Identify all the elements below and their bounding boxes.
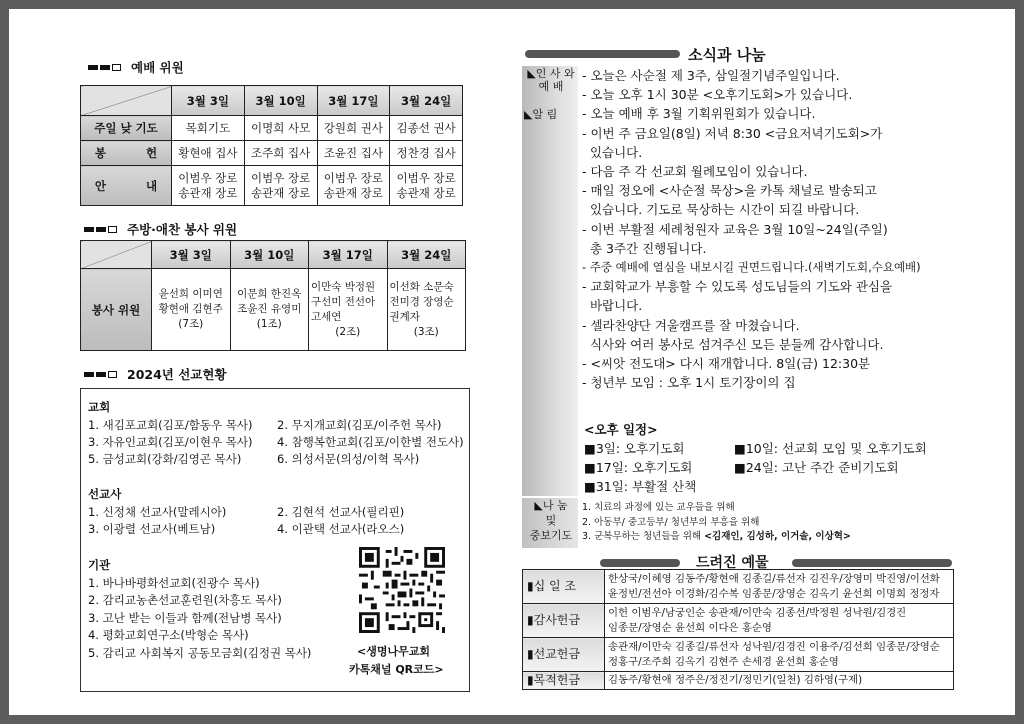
- table-cell: 이범우 장로 송관재 장로: [244, 166, 317, 206]
- table-cell: 조주희 집사: [244, 141, 317, 166]
- table-cell: 김종선 권사: [390, 116, 463, 141]
- news-line: - 오늘은 사순절 제 3주, 삼일절기념주일입니다.: [582, 68, 840, 83]
- worship-table: [80, 85, 463, 206]
- news-line: - <씨앗 전도대> 다시 재개합니다. 8일(금) 12:30분: [582, 356, 871, 372]
- churches-heading: 교회: [88, 400, 111, 414]
- table-cell: 윤선희 이미연 황현애 김현주 (7조): [152, 269, 231, 351]
- title-bar-decoration: [792, 559, 952, 567]
- news-sidebar: [522, 66, 578, 496]
- table-cell: 이명희 사모: [244, 116, 317, 141]
- list-item: 5. 금성교회(강화/김영곤 목사): [88, 452, 242, 466]
- row-label: 주일 낮 기도: [81, 116, 172, 141]
- table-cell: 목회기도: [172, 116, 245, 141]
- list-item: 2. 무지개교회(김포/이주헌 목사): [277, 418, 442, 432]
- table-corner: [81, 86, 172, 116]
- offerings-title: 드려진 예물: [696, 555, 769, 571]
- list-item: 2. 김현석 선교사(필리핀): [277, 505, 405, 519]
- offering-label: ▮십 일 조: [523, 570, 605, 604]
- list-item: 6. 의성서문(의성/이혁 목사): [277, 452, 420, 466]
- title-bar-decoration: [600, 559, 680, 567]
- offering-names: 이헌 이범우/남궁인순 송관재/이만숙 김종선/박정원 성낙원/김경진 임종문/장영순 윤선희 이다은 홍순영: [605, 604, 954, 638]
- worship-date: 3월 24일: [390, 86, 463, 116]
- list-item: 4. 이관택 선교사(라오스): [277, 522, 405, 536]
- list-item: 3. 자유인교회(김포/이현우 목사): [88, 435, 253, 449]
- missionaries-heading: 선교사: [88, 487, 122, 501]
- qr-caption: <생명나무교회: [357, 645, 430, 658]
- news-line: - 셀라찬양단 겨울캠프를 잘 마쳤습니다.: [582, 317, 800, 333]
- list-item: 1. 바나바평화선교회(진광수 목사): [88, 576, 260, 590]
- kitchen-date: 3월 3일: [152, 241, 231, 269]
- table-cell: 이범우 장로 송관재 장로: [390, 166, 463, 206]
- offering-names: 한상국/이혜영 김동주/황현애 김종길/류선자 김진우/장영미 박진영/이선화 윤정빈/전선아 이경화/김수복 임종문/장영순 김옥기 윤선희 이명희 정정자: [605, 570, 954, 604]
- list-item: 3. 고난 받는 이들과 함께(전남병 목사): [88, 611, 282, 625]
- schedule-item: ■3일: 오후기도회: [584, 441, 685, 456]
- news-line: 있습니다. 기도로 묵상하는 시간이 되길 바랍니다.: [582, 202, 860, 218]
- orgs-heading: 기관: [88, 558, 111, 572]
- list-item: 1. 새김포교회(김포/함동우 목사): [88, 418, 253, 432]
- offerings-table: [522, 569, 954, 690]
- news-line: - 매일 정오에 <사순절 묵상>을 카톡 채널로 발송되고: [582, 183, 877, 199]
- row-label: 봉사 위원: [81, 269, 152, 351]
- worship-section-title: 예배 위원: [88, 58, 184, 76]
- kitchen-date: 3월 17일: [309, 241, 388, 269]
- list-item: 3. 군복무하는 청년들을 위해 <김재인, 김성하, 이거솔, 이상혁>: [582, 531, 851, 542]
- news-line: 바랍니다.: [582, 298, 643, 314]
- schedule-title: <오후 일정>: [584, 422, 658, 437]
- offering-label: ▮목적헌금: [523, 672, 605, 690]
- news-line: - 이번 주 금요일(8일) 저녁 8:30 <금요저녁기도회>가: [582, 125, 883, 141]
- schedule-item: ■31일: 부활절 산책: [584, 479, 697, 494]
- table-cell: 강원희 권사: [317, 116, 390, 141]
- mission-box: [80, 388, 470, 692]
- news-line: - 오늘 오후 1시 30분 <오후기도회>가 있습니다.: [582, 87, 853, 103]
- table-cell: 정찬경 집사: [390, 141, 463, 166]
- mission-section-title: 2024년 선교현황: [84, 365, 227, 383]
- row-label: 안 내: [81, 166, 172, 206]
- notice-label: ◣알 림: [524, 108, 558, 121]
- list-item: 5. 감리교 사회복지 공동모금회(김정권 목사): [88, 646, 312, 660]
- offering-names: 송관재/이만숙 김종길/류선자 성낙원/김경진 이용주/김선희 임종문/장영순 정홍구/조주희 김옥기 김현주 손세경 윤선희 홍순영: [605, 638, 954, 672]
- news-line: - 이번 부활절 세례청원자 교육은 3월 10일~24일(주일): [582, 221, 888, 237]
- triangle-icon: ◣: [534, 499, 543, 512]
- list-item: 4. 평화교회연구소(박형순 목사): [88, 628, 249, 642]
- greeting-label: ◣인 사 와 예 배: [527, 67, 575, 93]
- offering-label: ▮선교헌금: [523, 638, 605, 672]
- news-line: - 다음 주 각 선교회 월례모임이 있습니다.: [582, 164, 808, 180]
- offering-label: ▮감사헌금: [523, 604, 605, 638]
- row-label: 봉 헌: [81, 141, 172, 166]
- news-line: - 주중 예배에 열심을 내보시길 권면드립니다.(새벽기도회,수요예배): [582, 260, 921, 275]
- table-cell: 이범우 장로 송관재 장로: [317, 166, 390, 206]
- bullet-bars-icon: [84, 371, 117, 378]
- qr-code-icon: [359, 547, 445, 633]
- news-line: 있습니다.: [582, 144, 643, 160]
- news-line: 식사와 여러 봉사로 섬겨주신 모든 분들께 감사합니다.: [582, 336, 884, 352]
- list-item: 2. 아동부/ 중고등부/ 청년부의 부흥을 위해: [582, 516, 760, 528]
- triangle-icon: ◣: [524, 108, 533, 121]
- table-corner: [81, 241, 152, 269]
- table-cell: 조윤진 집사: [317, 141, 390, 166]
- worship-date: 3월 3일: [172, 86, 245, 116]
- schedule-item: ■10일: 선교회 모임 및 오후기도회: [734, 441, 927, 456]
- news-lines: [582, 66, 921, 392]
- table-cell: 이선화 소문숙 전미경 장영순 권계자 (3조): [387, 269, 466, 351]
- triangle-icon: ◣: [527, 67, 536, 80]
- bullet-bars-icon: [88, 64, 121, 71]
- worship-date: 3월 10일: [244, 86, 317, 116]
- table-cell: 황현애 집사: [172, 141, 245, 166]
- schedule-item: ■24일: 고난 주간 준비기도회: [734, 460, 899, 475]
- share-label: ◣나 눔 및 중보기도: [529, 499, 573, 542]
- news-line: - 오늘 예배 후 3월 기획위원회가 있습니다.: [582, 106, 816, 122]
- table-cell: 이문희 한진옥 조윤진 유영미 (1조): [230, 269, 309, 351]
- news-title: 소식과 나눔: [688, 46, 766, 64]
- list-item: 2. 감리교농촌선교훈련원(차흥도 목사): [88, 593, 282, 607]
- qr-caption: 카톡채널 QR코드>: [349, 663, 444, 676]
- prayer-list: [582, 501, 851, 545]
- table-cell: 이만숙 박정원 구선미 전선아 고세연 (2조): [309, 269, 388, 351]
- news-line: - 청년부 모임 : 오후 1시 토기장이의 집: [582, 375, 796, 391]
- bullet-bars-icon: [84, 226, 117, 233]
- worship-date: 3월 17일: [317, 86, 390, 116]
- news-line: - 교회학교가 부흥할 수 있도록 성도님들의 기도와 관심을: [582, 279, 893, 295]
- news-line: 총 3주간 진행됩니다.: [582, 240, 707, 256]
- schedule-item: ■17일: 오후기도회: [584, 460, 693, 475]
- table-cell: 이범우 장로 송관재 장로: [172, 166, 245, 206]
- kitchen-section-title: 주방·애찬 봉사 위원: [84, 220, 237, 238]
- kitchen-date: 3월 24일: [387, 241, 466, 269]
- list-item: 3. 이광렬 선교사(베트남): [88, 522, 216, 536]
- list-item: 1. 치료의 과정에 있는 교우들을 위해: [582, 502, 735, 513]
- list-item: 4. 참행복한교회(김포/이한별 전도사): [277, 435, 464, 449]
- list-item: 1. 신정채 선교사(말레시아): [88, 505, 227, 519]
- kitchen-date: 3월 10일: [230, 241, 309, 269]
- kitchen-table: [80, 240, 466, 351]
- title-bar-decoration: [525, 50, 680, 58]
- offering-names: 김동주/황현애 정주은/정진기/정민기(일천) 김하영(구제): [605, 672, 954, 690]
